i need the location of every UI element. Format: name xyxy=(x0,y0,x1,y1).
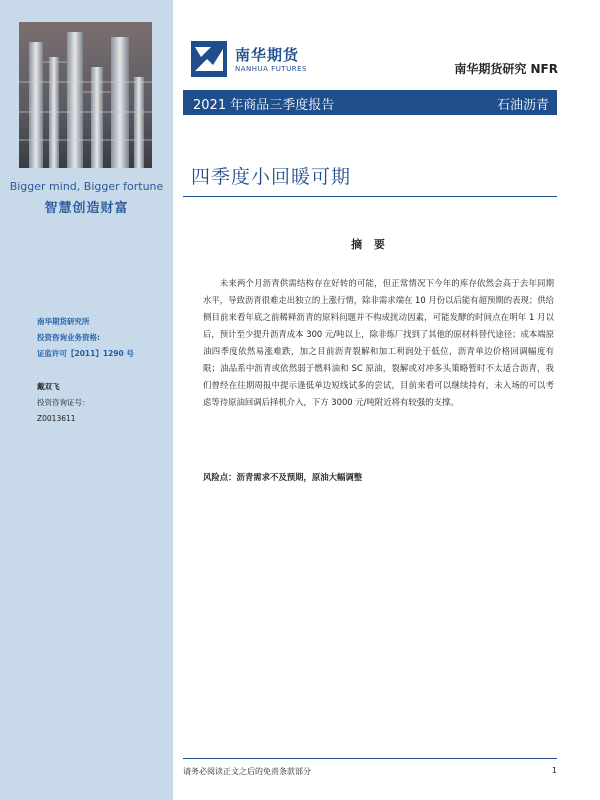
qualification-label: 投资咨询业务资格: xyxy=(37,333,100,342)
cert-number: Z0013611 xyxy=(37,414,76,423)
report-category: 石油沥青 xyxy=(496,98,549,113)
nanhua-logo-icon xyxy=(191,41,227,77)
abstract-body: 未来两个月沥青供需结构存在好转的可能，但正常情况下今年的库存依然会高于去年同期水平，导致沥青很难走出独立的上涨行情，除非需求端在 10 月份以后能有超预期的表现；供给侧目前来看年底之前稀释沥青的原料问题并不构成扰动因素，可能发酵的时间点在明年 1 月以后，预计至少提升沥青成本 300 元/吨以上，除非炼厂找到了其他的原材料替代途径；成本端原油四季度依然易涨难跌，加之目前沥青裂解和加工利润处于低位，沥青单边价格回调幅度有限；油品系中沥青或依然弱于燃料油和 SC 原油，裂解或对冲多头策略暂时不太适合沥青，我们曾经在往期周报中提示逢低单边短线试多的尝试，目前来看可以继续持有，未入场的可以考虑等待原油回调后择机介入，下方 3000 元/吨附近将有较强的支撑。 xyxy=(203,278,554,407)
institute-info xyxy=(37,314,134,362)
risk-note: 风险点：沥青需求不及预期，原油大幅调整 xyxy=(203,472,363,482)
footer-divider xyxy=(183,758,557,759)
slogan-chinese: 智慧创造财富 xyxy=(44,201,129,216)
page-title: 四季度小回暖可期 xyxy=(191,166,352,188)
sidebar xyxy=(0,0,173,800)
slogan-english: Bigger mind, Bigger fortune xyxy=(9,180,164,193)
abstract-heading: 摘 要 xyxy=(351,238,389,251)
report-name: 2021 年商品三季度报告 xyxy=(193,98,335,113)
refinery-image xyxy=(19,22,152,168)
research-label: 南华期货研究 NFR xyxy=(454,62,558,76)
analyst-name: 戴双飞 xyxy=(37,382,60,391)
cert-label: 投资咨询证号： xyxy=(37,398,90,407)
title-divider xyxy=(183,196,557,197)
refinery-photo xyxy=(19,22,152,168)
logo-chinese: 南华期货 xyxy=(235,46,300,64)
analyst-info xyxy=(37,379,90,427)
page-number: 1 xyxy=(551,766,557,775)
license-number: 证监许可【2011】1290 号 xyxy=(37,349,134,358)
logo-english: NANHUA FUTURES xyxy=(235,65,307,73)
institute-name: 南华期货研究所 xyxy=(37,317,90,326)
report-bar xyxy=(183,90,557,115)
footer-disclaimer: 请务必阅读正文之后的免责条款部分 xyxy=(183,767,311,776)
